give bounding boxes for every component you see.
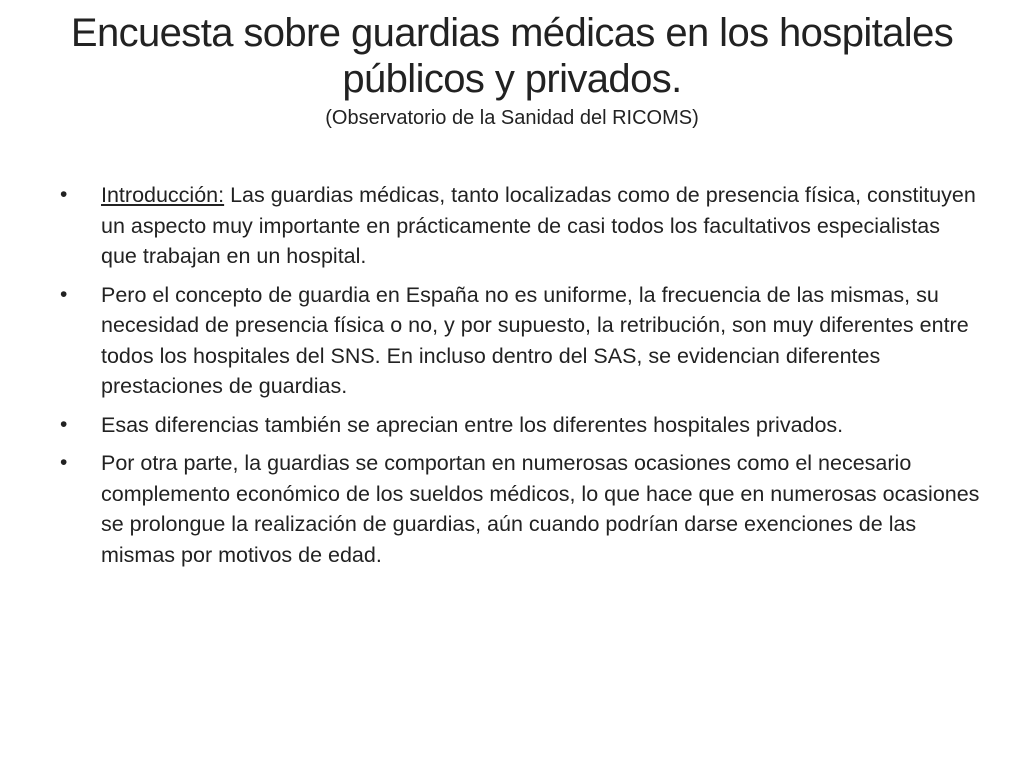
bullet-text: Esas diferencias también se aprecian entre los diferentes hospitales privados.: [101, 412, 844, 437]
title-block: [40, 10, 984, 130]
bullet-dot-icon: •: [60, 451, 68, 474]
bullet-list: [60, 180, 980, 578]
bullet-item-introduccion: [60, 180, 980, 272]
bullet-dot-icon: •: [60, 183, 68, 206]
bullet-text: Por otra parte, la guardias se comportan en numerosas ocasiones como el necesario complemento económico de los sueldos médicos, lo que hace que en numerosas ocasiones se prolongue la realización de guardias, aún cuando podrían darse exenciones de las mismas por motivos de edad.: [101, 451, 980, 567]
slide-subtitle: (Observatorio de la Sanidad del RICOMS): [325, 107, 699, 129]
bullet-dot-icon: •: [60, 412, 68, 436]
bullet-lead-label: Introducción:: [101, 183, 225, 207]
bullet-dot-icon: •: [60, 282, 68, 306]
bullet-item-diferencias-privados: [60, 410, 980, 441]
bullet-item-complemento-economico: [60, 448, 980, 570]
slide-title: Encuesta sobre guardias médicas en los hospitales públicos y privados.: [70, 11, 954, 101]
bullet-text: Las guardias médicas, tanto localizadas como de presencia física, constituyen un aspecto muy importante en prácticamente de casi todos los facultativos especialistas que trabajan en un hospital.: [101, 183, 976, 268]
bullet-item-concepto-guardia: [60, 280, 980, 402]
bullet-text: Pero el concepto de guardia en España no es uniforme, la frecuencia de las mismas, su necesidad de presencia física o no, y por supuesto, la retribución, son muy diferentes entre todos los hospitales del SNS. En incluso dentro del SAS, se evidencian diferentes prestaciones de guardias.: [101, 282, 969, 398]
